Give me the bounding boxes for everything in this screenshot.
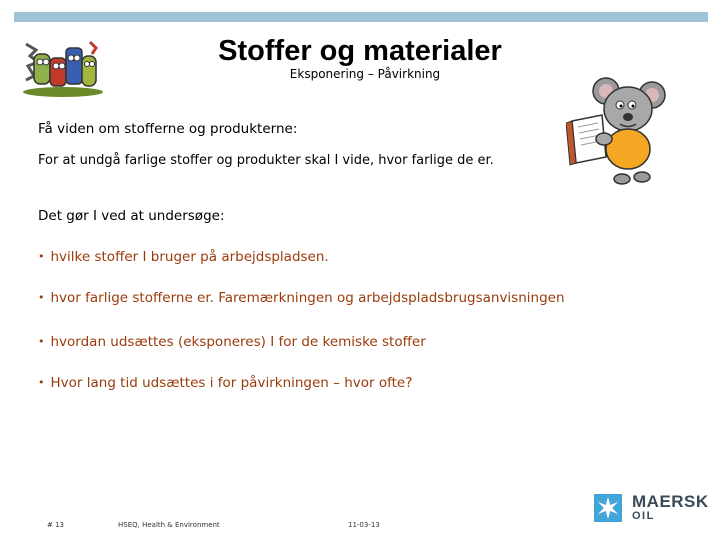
section-heading-investigate: Det gør I ved at undersøge: bbox=[38, 208, 225, 224]
logo-name: MAERSK bbox=[632, 492, 709, 511]
koala-reading-illustration bbox=[566, 75, 678, 191]
top-accent-bar bbox=[14, 12, 708, 22]
page-subtitle: Eksponering – Påvirkning bbox=[289, 67, 441, 81]
list-item: • hvilke stoffer I bruger på arbejdspladsen. bbox=[38, 249, 329, 265]
list-item: • Hvor lang tid udsættes i for påvirkningen – hvor ofte? bbox=[38, 375, 413, 391]
list-item: • hvor farlige stofferne er. Faremærkningen og arbejdspladsbrugsanvisningen bbox=[38, 290, 565, 306]
footer-date: 11-03-13 bbox=[348, 521, 380, 529]
footer-department: HSEQ, Health & Environment bbox=[118, 521, 220, 529]
cartoon-characters-illustration bbox=[20, 36, 106, 98]
section-heading-knowledge: Få viden om stofferne og produkterne: bbox=[38, 121, 298, 137]
logo-subtitle: OIL bbox=[632, 510, 655, 522]
bullet-icon: • bbox=[38, 250, 45, 263]
bullet-icon: • bbox=[38, 335, 45, 348]
intro-paragraph: For at undgå farlige stoffer og produkter skal I vide, hvor farlige de er. bbox=[38, 153, 494, 168]
bullet-icon: • bbox=[38, 291, 45, 304]
bullet-icon: • bbox=[38, 376, 45, 389]
footer-page-number: # 13 bbox=[47, 521, 64, 529]
page-title: Stoffer og materialer bbox=[218, 35, 502, 67]
list-item: • hvordan udsættes (eksponeres) I for de kemiske stoffer bbox=[38, 334, 426, 350]
